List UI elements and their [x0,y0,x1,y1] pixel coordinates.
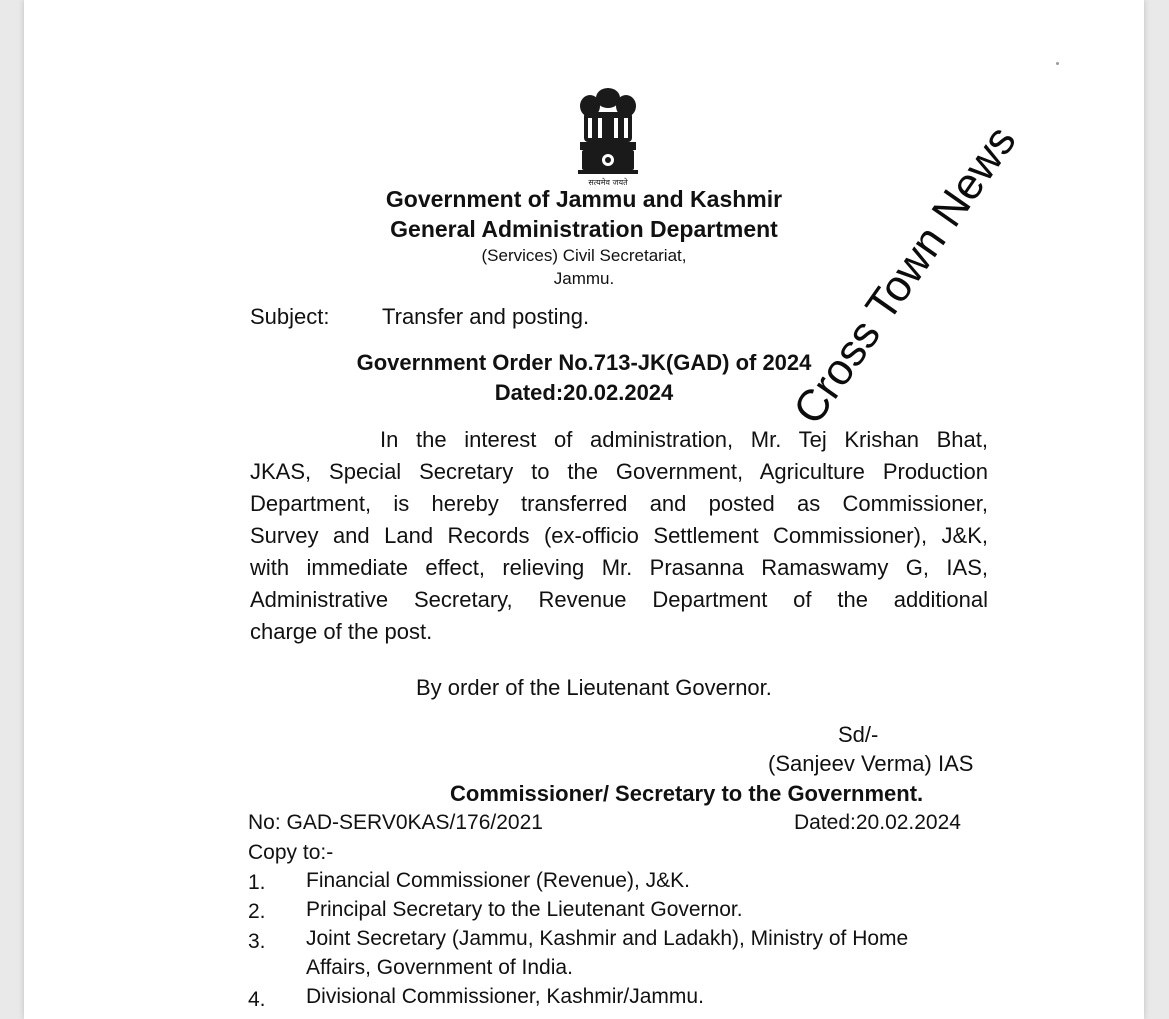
closing-line: By order of the Lieutenant Governor. [416,675,772,700]
copy-item-number: 3. [248,930,266,953]
subject-text: Transfer and posting. [382,304,590,329]
national-emblem-icon [572,84,644,192]
reference-number: No: GAD-SERV0KAS/176/2021 [248,811,543,834]
order-title: Government Order No.713-JK(GAD) of 2024 [356,350,812,375]
subject-label: Subject: [250,304,330,329]
body-line: with immediate effect, relieving Mr. Prasanna Ramaswamy G, IAS, [250,555,988,580]
header-office: (Services) Civil Secretariat, [481,246,687,265]
copy-item-number: 2. [248,900,266,923]
copy-item: Principal Secretary to the Lieutenant Governor. [306,898,743,921]
scan-speck [1056,62,1059,65]
header-government: Government of Jammu and Kashmir [385,186,783,212]
body-line: Administrative Secretary, Revenue Department of the additional [250,587,988,612]
watermark-text: Cross Town News [784,117,1026,434]
copy-to-label: Copy to:- [248,841,334,864]
order-dated: Dated:20.02.2024 [494,380,674,405]
document-page [24,0,1144,1019]
body-line: In the interest of administration, Mr. Tej Krishan Bhat, [380,427,988,452]
signatory-name: (Sanjeev Verma) IAS [768,751,974,776]
body-line: charge of the post. [250,619,433,644]
copy-item: Joint Secretary (Jammu, Kashmir and Ladakh), Ministry of Home [306,927,909,950]
copy-item: Divisional Commissioner, Kashmir/Jammu. [306,985,704,1008]
body-line: JKAS, Special Secretary to the Government, Agriculture Production [250,459,988,484]
body-line: Survey and Land Records (ex-officio Settlement Commissioner), J&K, [250,523,988,548]
copy-item: Financial Commissioner (Revenue), J&K. [306,869,690,892]
reference-dated: Dated:20.02.2024 [794,811,961,834]
copy-item-number: 1. [248,871,266,894]
signatory-designation: Commissioner/ Secretary to the Government. [450,781,924,806]
header-department: General Administration Department [390,216,778,242]
header-city: Jammu. [553,269,615,288]
order-body [250,424,988,648]
copy-item-number: 4. [248,988,266,1011]
body-line: Department, is hereby transferred and posted as Commissioner, [250,491,988,516]
emblem-motto: सत्यमेव जयते [588,178,628,187]
copy-item: Affairs, Government of India. [306,956,573,979]
signature-sd: Sd/- [838,722,879,747]
